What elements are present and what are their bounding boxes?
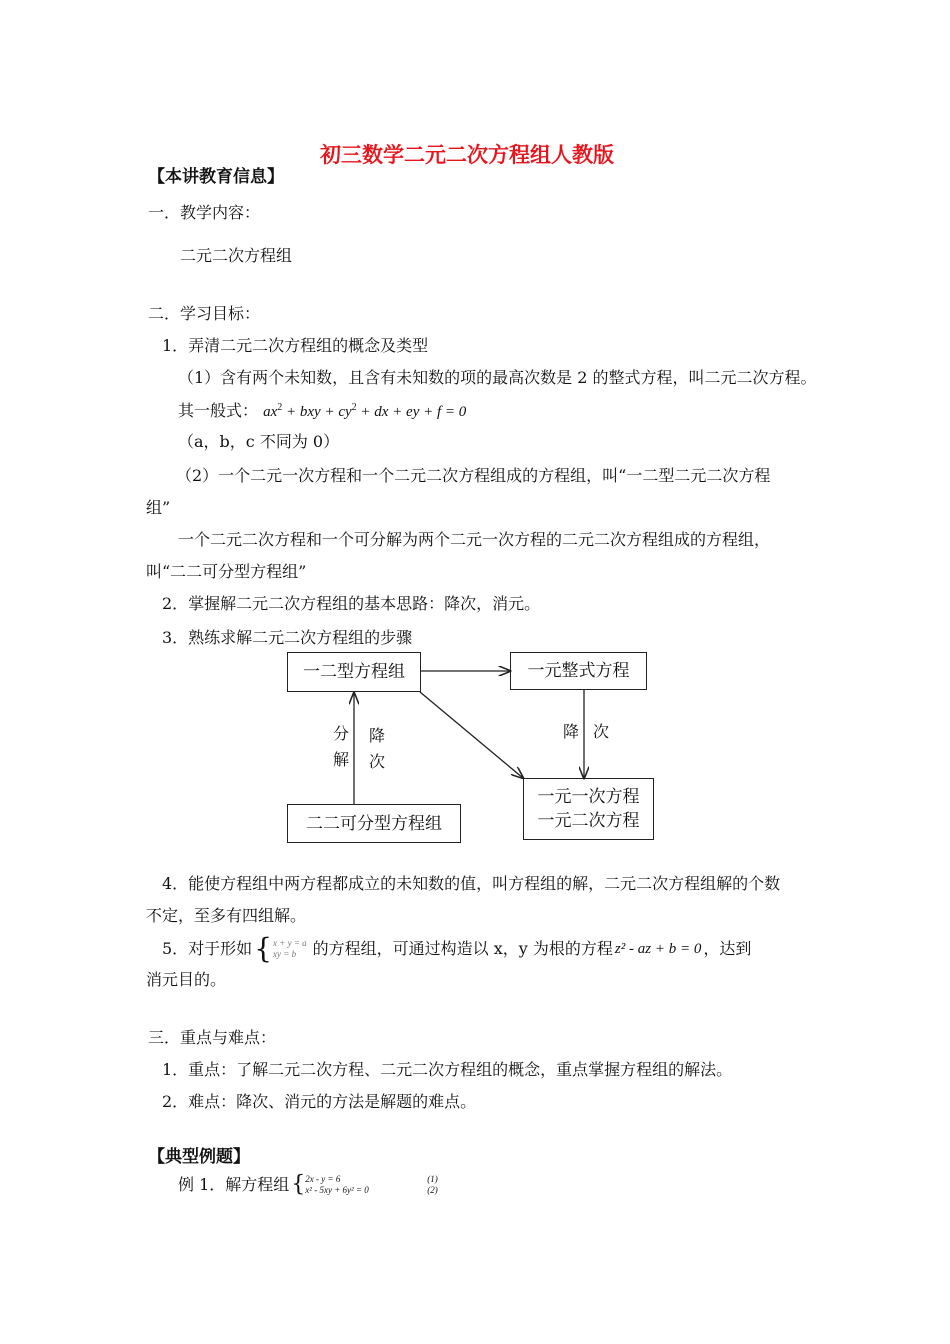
section-1-content: 二元二次方程组 [180,246,293,265]
arrow-12-to-result [420,692,523,778]
goal-item-2: 2．掌握解二元二次方程组的基本思路：降次，消元。 [162,594,541,613]
goal-item-3: 3．熟练求解二元二次方程组的步骤 [162,628,413,647]
type-22-paragraph: 一个二元二次方程和一个可分解为两个二元一次方程的二元二次方程组成的方程组， [178,530,771,549]
goal-item-5-suffix: ，达到 [703,939,752,958]
section-2-heading: 二．学习目标： [148,304,261,323]
label-ci: 次 [368,752,385,771]
example-1-tags: (1) (2) [427,1174,438,1195]
label-jiangci-2: 次 [592,722,609,741]
type-22-paragraph-end: 叫“二二可分型方程组” [146,562,307,581]
label-jie: 解 [332,750,349,769]
general-form-formula: $ax^2$ + bxy + $cy^2$ + dx + ey + f = 0 [263,402,467,420]
definition-paragraph: （1）含有两个未知数，且含有未知数的项的最高次数是 2 的整式方程，叫二元二次方程。 [178,368,817,387]
label-jiang: 降 [368,726,385,745]
goal-item-5-middle: 的方程组，可通过构造以 x，y 为根的方程 [312,939,613,958]
section-1-heading: 一．教学内容： [148,203,261,222]
example-1-system: 2x - y = 6 x² - 5xy + 6y² = 0 [305,1174,369,1195]
label-jiangci-1: 降 [562,722,579,741]
section-info-heading: 【本讲教育信息】 [148,167,284,187]
box-type-12: 一二型方程组 [287,652,421,692]
general-form-label: 其一般式： [178,401,259,420]
type-12-paragraph: （2）一个二元一次方程和一个二元二次方程组成的方程组，叫“一二型二元二次方程 [176,466,771,485]
goal-item-4-end: 不定，至多有四组解。 [146,906,307,925]
example-1 [178,1174,438,1196]
symmetric-system: x + y = a xy = b [273,938,307,959]
box-type-22: 二二可分型方程组 [287,804,461,843]
example-1-label: 例 1．解方程组 [178,1175,290,1194]
key-point: 1．重点：了解二元二次方程、二元二次方程组的概念，重点掌握方程组的解法。 [162,1060,733,1079]
difficult-point: 2．难点：降次、消元的方法是解题的难点。 [162,1092,477,1111]
goal-item-4: 4．能使方程组中两方程都成立的未知数的值，叫方程组的解，二元二次方程组解的个数 [162,874,781,893]
examples-heading: 【典型例题】 [148,1147,250,1167]
goal-item-5-prefix: 5．对于形如 [162,939,253,958]
general-form-line [178,398,466,422]
page-title: 初三数学二元二次方程组人教版 [320,142,614,167]
goal-item-5-end: 消元目的。 [146,970,227,989]
type-12-paragraph-end: 组” [146,498,171,517]
coefficient-note: （a，b，c 不同为 0） [178,432,340,451]
goal-item-1: 1．弄清二元二次方程组的概念及类型 [162,336,429,355]
quadratic-z-equation: z² - az + b = 0 [614,941,702,957]
goal-item-5 [162,932,752,965]
section-3-heading: 三．重点与难点： [148,1028,277,1047]
label-fen: 分 [332,724,349,743]
system-brace: { [254,932,273,965]
box-result: 一元一次方程 一元二次方程 [523,778,654,840]
example-1-brace: { [291,1172,306,1197]
box-linear-equation: 一元整式方程 [510,652,647,690]
